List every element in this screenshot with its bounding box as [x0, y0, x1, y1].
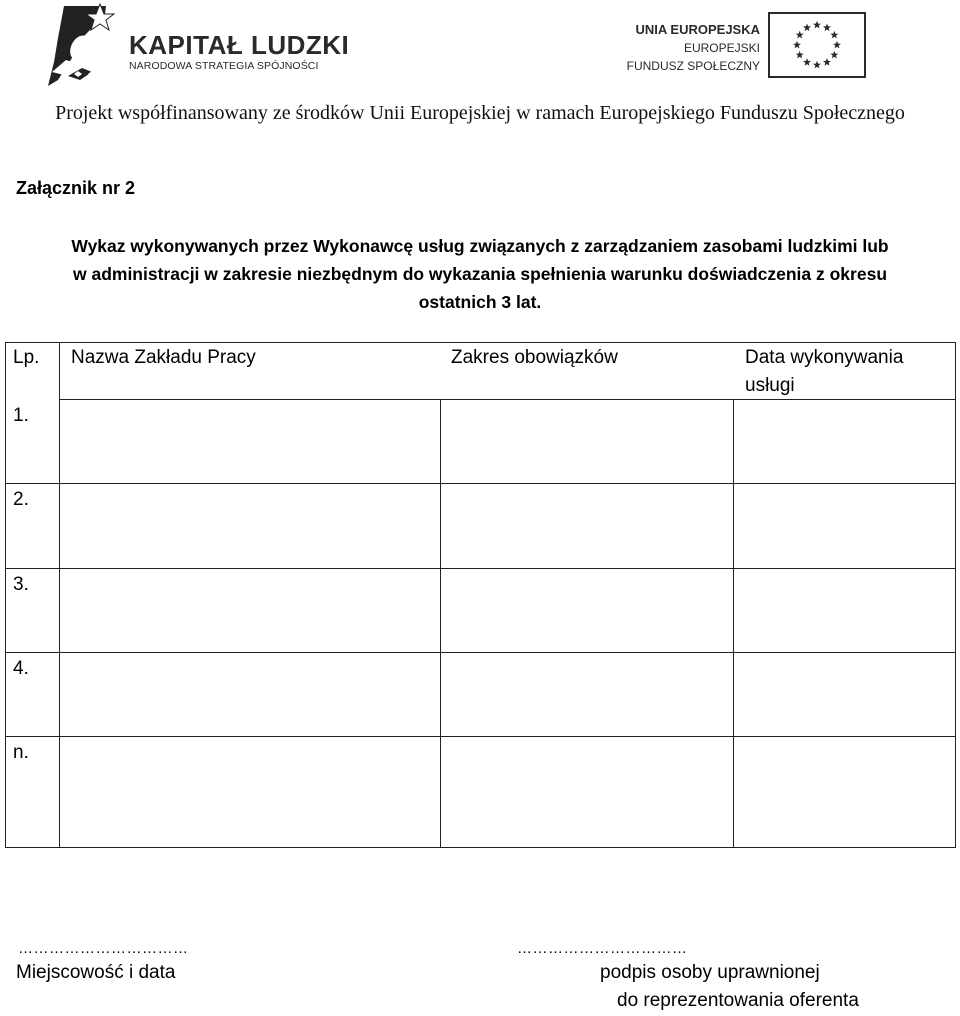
heading-line: Wykaz wykonywanych przez Wykonawcę usług związanych z zarządzaniem zasobami ludzkimi lub [71, 236, 889, 256]
column-header-name: Nazwa Zakładu Pracy [71, 347, 256, 368]
kapital-ludzki-emblem-icon [44, 2, 124, 90]
row-number: 3. [13, 574, 29, 595]
row-number: 4. [13, 658, 29, 679]
place-date-dots: …………………………… [18, 940, 189, 957]
cofinancing-note: Projekt współfinansowany ze środków Unii Europejskiej w ramach Europejskiego Funduszu Społecznego [55, 102, 905, 124]
kapital-ludzki-logo [44, 2, 350, 90]
row-number: 2. [13, 489, 29, 510]
eu-logo [620, 8, 870, 84]
row-number: 1. [13, 405, 29, 426]
eu-flag-icon [768, 12, 866, 78]
eu-logo-line-2: EUROPEJSKI [683, 41, 760, 55]
logo-title: KAPITAŁ LUDZKI [129, 30, 350, 60]
signature-dots: …………………………… [517, 940, 688, 957]
heading-line: ostatnich 3 lat. [418, 292, 542, 312]
logo-subtitle: NARODOWA STRATEGIA SPÓJNOŚCI [129, 60, 319, 72]
eu-logo-line-1: UNIA EUROPEJSKA [635, 22, 760, 37]
signature-label-line-2: do reprezentowania oferenta [617, 990, 859, 1011]
column-header-lp: Lp. [13, 347, 40, 368]
annex-label: Załącznik nr 2 [16, 178, 136, 198]
column-header-scope: Zakres obowiązków [451, 347, 618, 368]
document-heading [10, 232, 950, 316]
signature-label: podpis osoby uprawnionej [600, 962, 820, 983]
column-header-date-line2: usługi [745, 375, 795, 396]
heading-line: w administracji w zakresie niezbędnym do wykazania spełnienia warunku doświadczenia z okresu [72, 264, 888, 284]
eu-logo-line-3: FUNDUSZ SPOŁECZNY [626, 59, 760, 73]
row-number: n. [13, 742, 29, 763]
column-header-date: Data wykonywania [745, 347, 904, 368]
place-date-label: Miejscowość i data [16, 962, 176, 983]
services-table [5, 342, 956, 848]
